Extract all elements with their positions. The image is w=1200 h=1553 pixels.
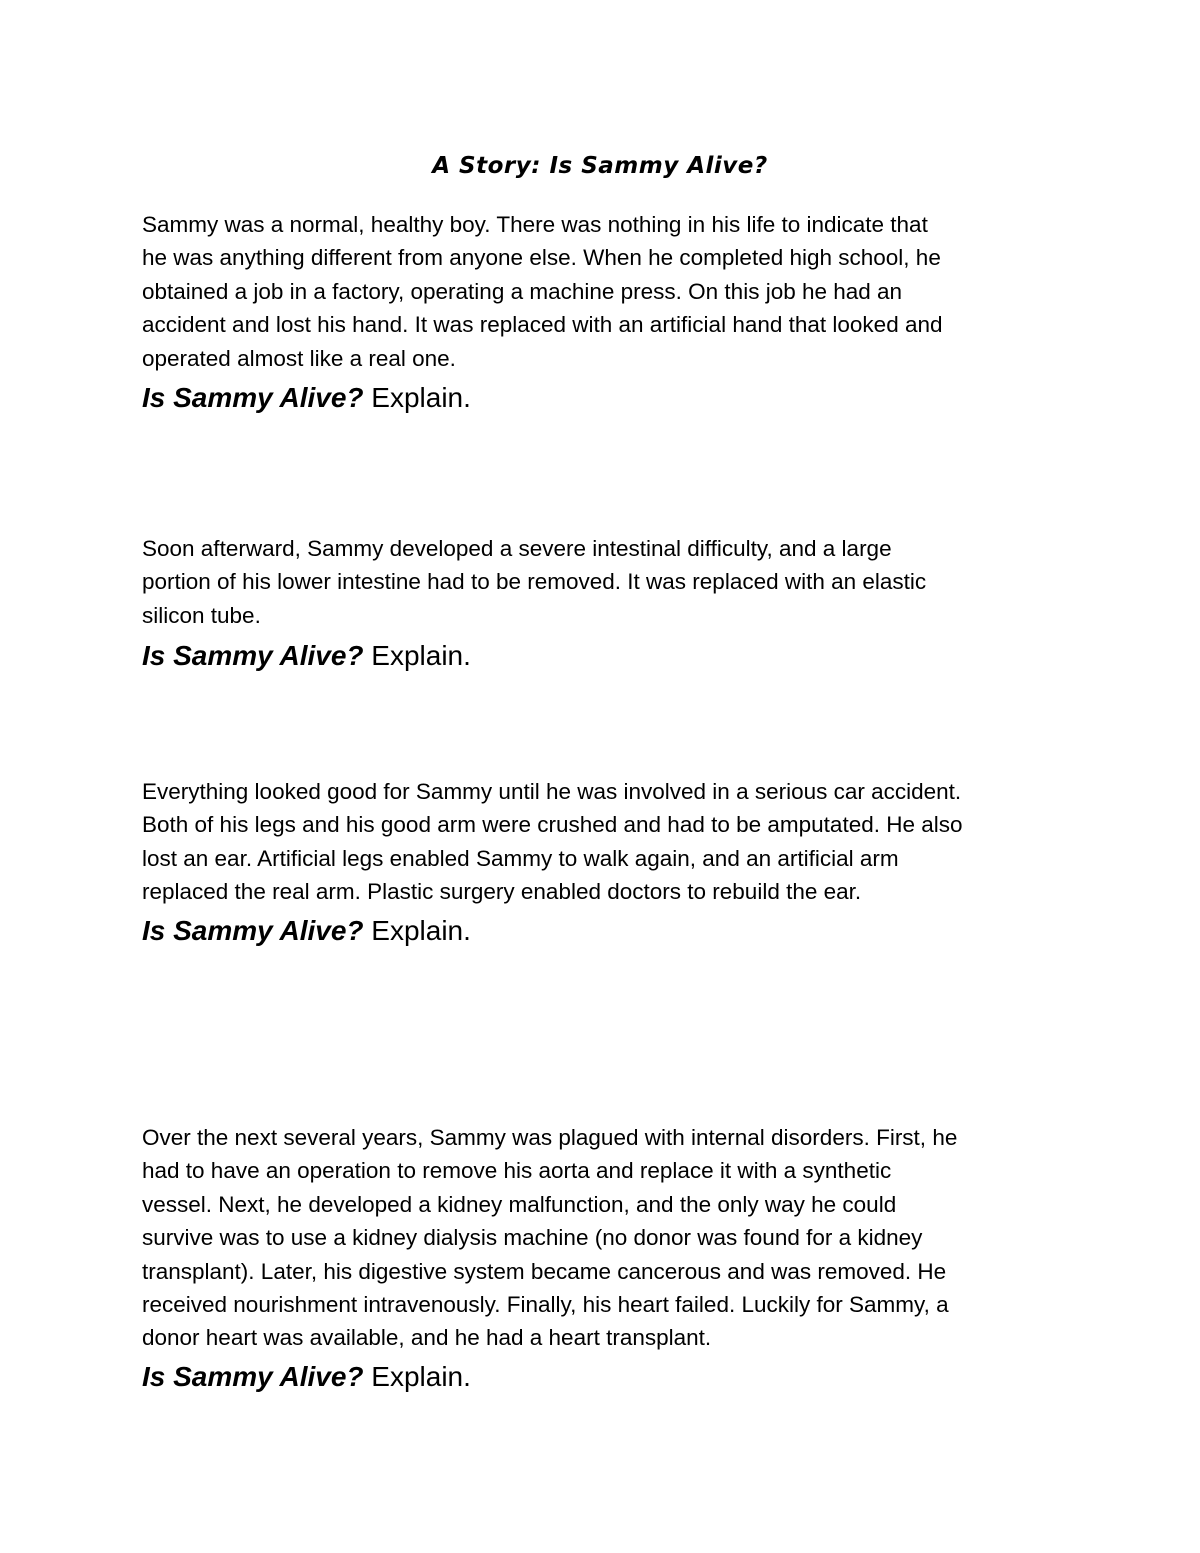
question-instruction: Explain.: [371, 915, 471, 946]
document-title: A Story: Is Sammy Alive?: [432, 153, 768, 179]
question-instruction: Explain.: [371, 1361, 471, 1392]
paragraph-line: vessel. Next, he developed a kidney malfunction, and the only way he could: [142, 1191, 897, 1217]
paragraph-line: had to have an operation to remove his aorta and replace it with a synthetic: [142, 1158, 892, 1184]
paragraph-line: replaced the real arm. Plastic surgery enabled doctors to rebuild the ear.: [142, 879, 862, 905]
question-2: [142, 636, 471, 676]
question-instruction: Explain.: [371, 382, 471, 413]
paragraph-line: Sammy was a normal, healthy boy. There was nothing in his life to indicate that: [142, 212, 928, 237]
paragraph-line: transplant). Later, his digestive system became cancerous and was removed. He: [142, 1258, 947, 1284]
paragraph-line: Both of his legs and his good arm were crushed and had to be amputated. He also: [142, 812, 963, 838]
story-paragraph-4: [142, 1121, 1072, 1355]
paragraph-line: accident and lost his hand. It was replaced with an artificial hand that looked and: [142, 312, 943, 338]
story-paragraph-3: [142, 775, 1072, 909]
story-paragraph-1: [142, 208, 1072, 375]
paragraph-line: received nourishment intravenously. Finally, his heart failed. Luckily for Sammy, a: [142, 1292, 949, 1318]
paragraph-line: he was anything different from anyone else. When he completed high school, he: [142, 245, 941, 271]
paragraph-line: Everything looked good for Sammy until he was involved in a serious car accident.: [142, 779, 962, 804]
question-3: [142, 911, 471, 951]
paragraph-line: silicon tube.: [142, 602, 261, 628]
question-1: [142, 378, 471, 418]
paragraph-line: survive was to use a kidney dialysis machine (no donor was found for a kidney: [142, 1225, 923, 1251]
story-paragraph-2: [142, 532, 1072, 632]
question-text: Is Sammy Alive?: [142, 1361, 364, 1392]
question-text: Is Sammy Alive?: [142, 640, 364, 671]
paragraph-line: Over the next several years, Sammy was plagued with internal disorders. First, he: [142, 1125, 958, 1150]
question-text: Is Sammy Alive?: [142, 382, 364, 413]
paragraph-line: obtained a job in a factory, operating a machine press. On this job he had an: [142, 278, 903, 304]
paragraph-line: lost an ear. Artificial legs enabled Sammy to walk again, and an artificial arm: [142, 845, 899, 871]
paragraph-line: donor heart was available, and he had a heart transplant.: [142, 1325, 712, 1351]
paragraph-line: Soon afterward, Sammy developed a severe intestinal difficulty, and a large: [142, 536, 892, 561]
paragraph-line: portion of his lower intestine had to be removed. It was replaced with an elastic: [142, 569, 927, 595]
question-instruction: Explain.: [371, 640, 471, 671]
question-4: [142, 1357, 471, 1397]
question-text: Is Sammy Alive?: [142, 915, 364, 946]
paragraph-line: operated almost like a real one.: [142, 345, 456, 371]
